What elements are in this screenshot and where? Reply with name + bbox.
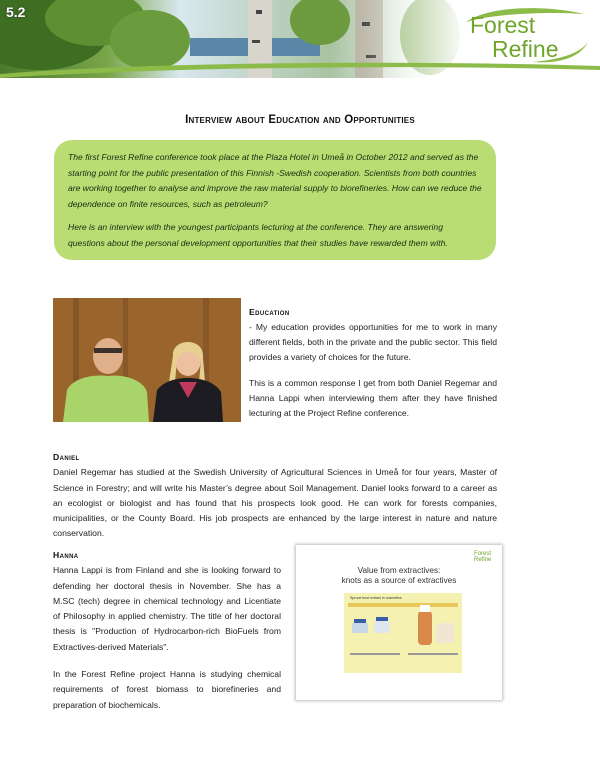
slide-cosmetics-panel: [344, 593, 462, 673]
forest-refine-logo: [462, 8, 594, 66]
slide-logo-line-1: Forest: [474, 551, 492, 557]
education-paragraph-2: This is a common response I get from both Daniel Regemar and Hanna Lappi when interviewing them after they have finished lecturing at the Project Refine conference.: [249, 378, 497, 418]
hanna-section: [53, 548, 281, 725]
education-heading: Education: [249, 307, 290, 317]
intro-paragraph-2: Here is an interview with the youngest participants lecturing at the conference. They are answering questions about the personal development opportunities that their studies have rewarded them with.: [68, 222, 448, 248]
hanna-paragraph-1: Hanna Lappi is from Finland and she is looking forward to defending her doctoral thesis in November. She has a M.SC (tech) degree in chemical technology and Licentiate of Philosophy in applied chemistry. The title of her doctoral thesis is "Production of Hydrocarbon-rich BioFuels from Extractives-derived Materials".: [53, 565, 281, 652]
intro-paragraph-1: The first Forest Refine conference took place at the Plaza Hotel in Umeå in October 2012 and served as the starting point for the public presentation of this Finnish -Swedish cooperation. Scientists from both countries are working together to analyse and improve the raw material supply to biorefineries. How can we reduce the dependence on finite resources, such as petroleum?: [68, 152, 482, 209]
interviewees-photo: [53, 298, 241, 422]
extractives-slide-image: [296, 545, 502, 700]
education-paragraph-1: - My education provides opportunities for me to work in many different fields, both in the private and the public sector. This field provides a variety of choices for the future.: [249, 322, 497, 362]
logo-forest-text: Forest: [470, 12, 536, 38]
slide-title-line-2: knots as a source of extractives: [341, 576, 457, 585]
slide-title-line-1: Value from extractives:: [357, 566, 441, 575]
photo-image: [53, 298, 241, 422]
intro-box: [54, 140, 496, 260]
slide-logo: [474, 551, 491, 563]
education-section: [249, 305, 497, 432]
page-title: Interview about Education and Opportunities: [185, 114, 415, 126]
page-number: 5.2: [6, 4, 26, 20]
slide-title: [296, 566, 502, 586]
hanna-paragraph-2: In the Forest Refine project Hanna is studying chemical requirements of forest biomass to biorefineries and preparation of biochemicals.: [53, 669, 281, 710]
hanna-heading: Hanna: [53, 550, 79, 560]
slide-logo-line-2: Refine: [474, 557, 492, 563]
cosmetic-products-image: [344, 593, 462, 673]
logo-refine-text: Refine: [492, 36, 559, 62]
slide-panel-heading: Spruce knot extract in cosmetics: [350, 596, 402, 600]
header-banner: [0, 0, 600, 78]
daniel-heading: Daniel: [53, 452, 80, 462]
daniel-paragraph: Daniel Regemar has studied at the Swedish University of Agricultural Sciences in Umeå for four years, Master of Science in Forestry; and will write his Master’s degree about Soil Management. Daniel looks forward to a career as an ecologist or biologist and has found that his prospects look good. He can work for forests companies, municipalities, or the County Board. His job prospects are enhanced by the large interest in nature and nature conservation.: [53, 467, 497, 539]
daniel-section: [53, 450, 497, 542]
